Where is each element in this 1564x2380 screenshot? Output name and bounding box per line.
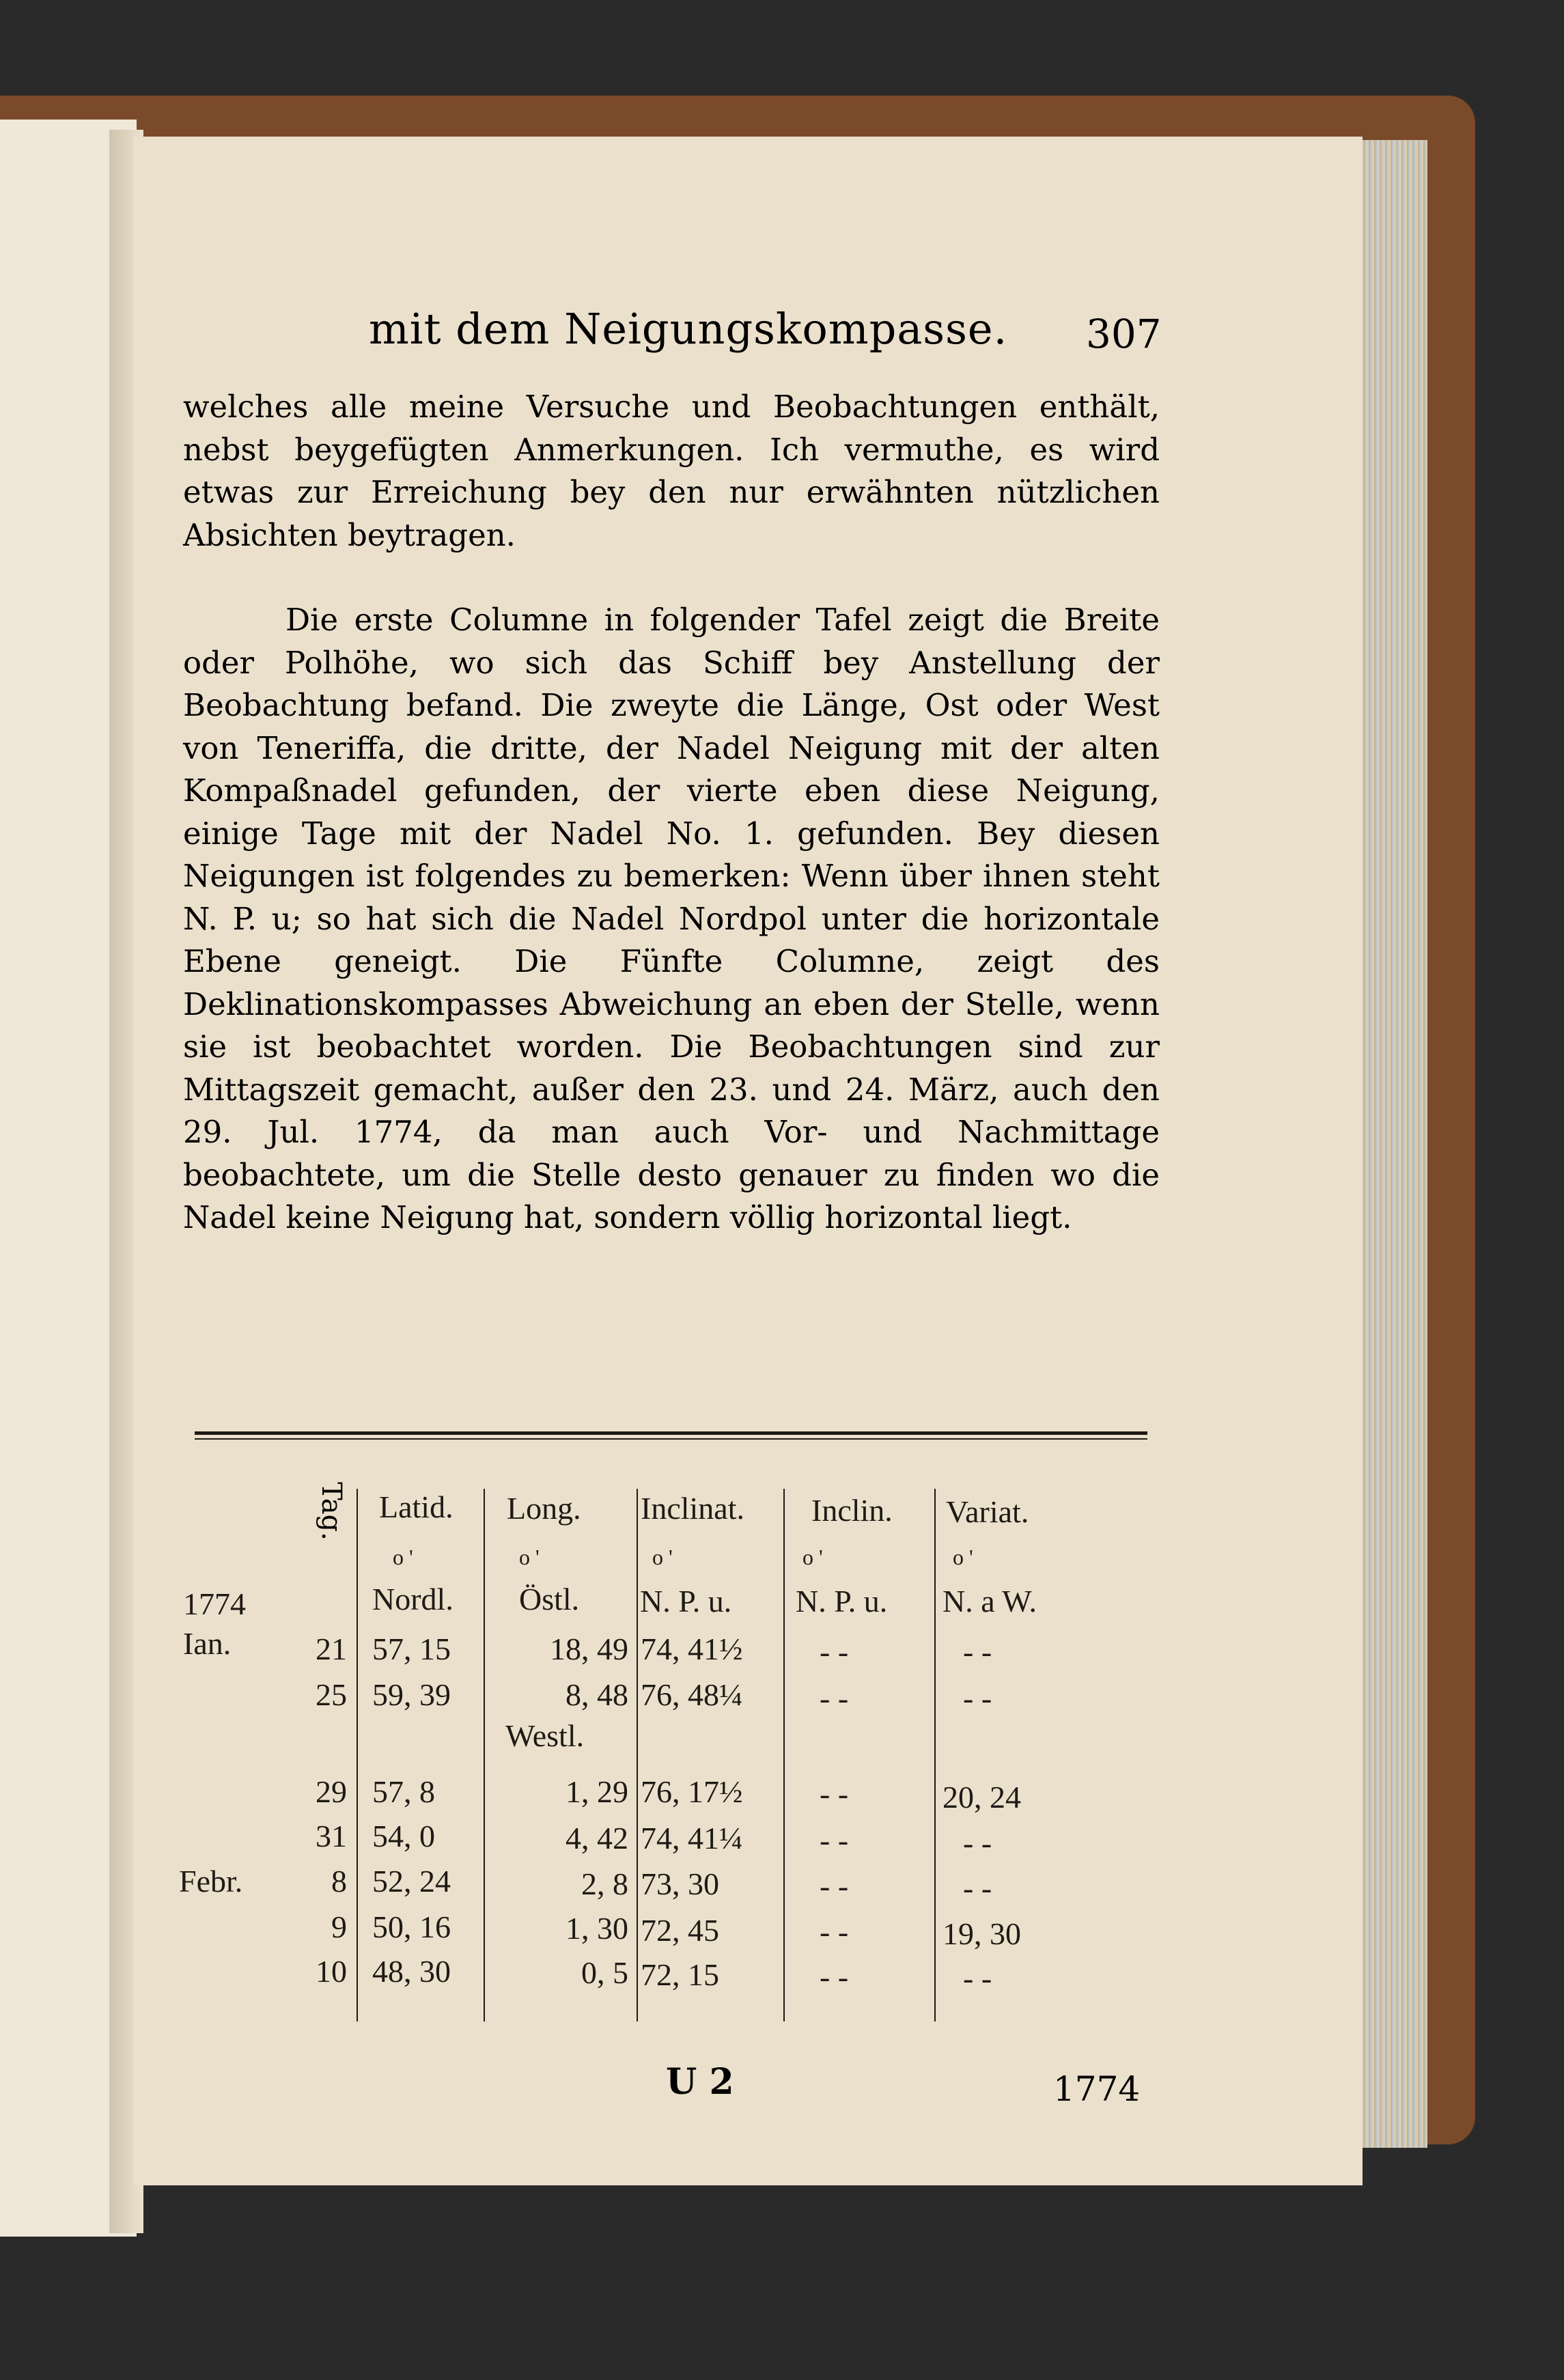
table-cell-lat: 57, 15 — [372, 1632, 451, 1666]
unit-inclin: N. P. u. — [796, 1584, 888, 1619]
table-cell-lat: 57, 8 — [372, 1774, 435, 1809]
table-cell-lat: 52, 24 — [372, 1864, 451, 1899]
table-cell-incl2: - - — [820, 1681, 849, 1716]
table-cell-var: 19, 30 — [942, 1916, 1021, 1951]
table-cell-day: 25 — [316, 1677, 347, 1712]
table-cell-day: 29 — [316, 1774, 347, 1809]
table-cell-long: 4, 42 — [565, 1821, 628, 1856]
table-cell-incl2: - - — [820, 1634, 849, 1669]
table-cell-incl: 74, 41½ — [641, 1632, 743, 1666]
table-cell-var: - - — [963, 1634, 992, 1669]
table-cell-incl2: - - — [820, 1776, 849, 1811]
header-inclinat: Inclinat. — [641, 1491, 744, 1526]
table-cell-lat: 50, 16 — [372, 1909, 451, 1944]
body-text — [183, 386, 1160, 1240]
table-cell-long: 1, 29 — [565, 1774, 628, 1809]
paragraph-1: welches alle meine Versuche und Beobachtungen enthält, nebst beygefügten Anmerkungen. Ich vermuthe, es wird etwas zur Erreichung bey den nur erwähnten nützlichen Absichten beytragen. — [183, 389, 1160, 553]
header-long: Long. — [507, 1491, 581, 1526]
catchword: 1774 — [1053, 2069, 1141, 2109]
table-cell-day: 9 — [331, 1909, 347, 1944]
table-cell-incl: 72, 45 — [641, 1913, 719, 1948]
degree-mark: o ' — [652, 1545, 673, 1569]
table-cell-day: 31 — [316, 1819, 347, 1853]
table-cell-incl2: - - — [820, 1914, 849, 1949]
degree-mark: o ' — [519, 1545, 540, 1569]
unit-long: Östl. — [519, 1582, 580, 1616]
table-cell-long: 2, 8 — [581, 1866, 628, 1901]
table-vline — [783, 1489, 785, 2021]
table-cell-incl: 73, 30 — [641, 1866, 719, 1901]
running-title: mit dem Neigungskompasse. — [369, 304, 1008, 354]
table-cell-incl: 76, 17½ — [641, 1774, 743, 1809]
table-cell-var: - - — [963, 1961, 992, 1996]
table-cell-month: Febr. — [179, 1864, 243, 1899]
table-cell-incl2: - - — [820, 1868, 849, 1903]
table-cell-lat: 59, 39 — [372, 1677, 451, 1712]
table-cell-long: 18, 49 — [550, 1632, 628, 1666]
year-label: 1774 — [183, 1586, 246, 1621]
table-cell-day: 8 — [331, 1864, 347, 1899]
table-cell-month: Ian. — [183, 1626, 232, 1661]
page-number: 307 — [1086, 311, 1162, 357]
table-cell-long: 8, 48 — [565, 1677, 628, 1712]
day-column-header: Tag. — [315, 1482, 347, 1541]
unit-latid: Nordl. — [372, 1582, 453, 1616]
degree-mark: o ' — [802, 1545, 823, 1569]
header-latid: Latid. — [379, 1489, 453, 1524]
table-cell-var: - - — [963, 1681, 992, 1716]
table-cell-lat: 48, 30 — [372, 1954, 451, 1989]
unit-inclinat: N. P. u. — [640, 1584, 732, 1619]
table-cell-lat: 54, 0 — [372, 1819, 435, 1853]
paragraph-2: Die erste Columne in folgender Tafel zeigt die Breite oder Polhöhe, wo sich das Schiff bey Anstellung der Beobachtung befand. Die zweyte die Länge, Ost oder West von Teneriffa, die dritte, der Nadel Neigung mit der alten Kompaßnadel gefunden, der vierte eben diese Neigung, einige Tage mit der Nadel No. 1. gefunden. Bey diesen Neigungen ist folgendes zu bemerken: Wenn über ihnen steht N. P. u; so hat sich die Nadel Nordpol unter die horizontale Ebene geneigt. Die Fünfte Columne, zeigt des Deklinationskompasses Abweichung an eben der Stelle, wenn sie ist beobachtet worden. Die Beobachtungen sind zur Mittagszeit gemacht, außer den 23. und 24. März, auch den 29. Jul. 1774, da man auch Vor- und Nachmittage beobachtete, um die Stelle desto genauer zu finden wo die Nadel keine Neigung hat, sondern völlig horizontal liegt. — [183, 602, 1160, 1235]
table-cell-var: 20, 24 — [942, 1780, 1021, 1815]
table-cell-var: - - — [963, 1871, 992, 1905]
header-variat: Variat. — [946, 1494, 1029, 1529]
table-cell-incl: 76, 48¼ — [641, 1677, 743, 1712]
signature-mark: U 2 — [666, 2061, 734, 2103]
unit-variat: N. a W. — [942, 1584, 1037, 1619]
table-cell-incl: 74, 41¼ — [641, 1821, 743, 1856]
header-inclin: Inclin. — [811, 1493, 893, 1528]
degree-mark: o ' — [393, 1545, 413, 1569]
table-vline — [637, 1489, 638, 2021]
table-cell-day: 10 — [316, 1954, 347, 1989]
table-cell-long: 0, 5 — [581, 1955, 628, 1990]
table-cell-incl2: - - — [820, 1823, 849, 1858]
table-cell-long: 1, 30 — [565, 1911, 628, 1946]
table-cell-incl2: - - — [820, 1959, 849, 1994]
degree-mark: o ' — [953, 1545, 973, 1569]
table-rule-thick — [195, 1431, 1147, 1435]
west-label: Westl. — [505, 1718, 585, 1753]
table-vline — [934, 1489, 936, 2021]
table-vline — [484, 1489, 485, 2021]
table-cell-day: 21 — [316, 1632, 347, 1666]
table-rule-thin — [195, 1438, 1147, 1440]
table-cell-incl: 72, 15 — [641, 1957, 719, 1992]
table-vline — [357, 1489, 358, 2021]
table-cell-var: - - — [963, 1825, 992, 1860]
